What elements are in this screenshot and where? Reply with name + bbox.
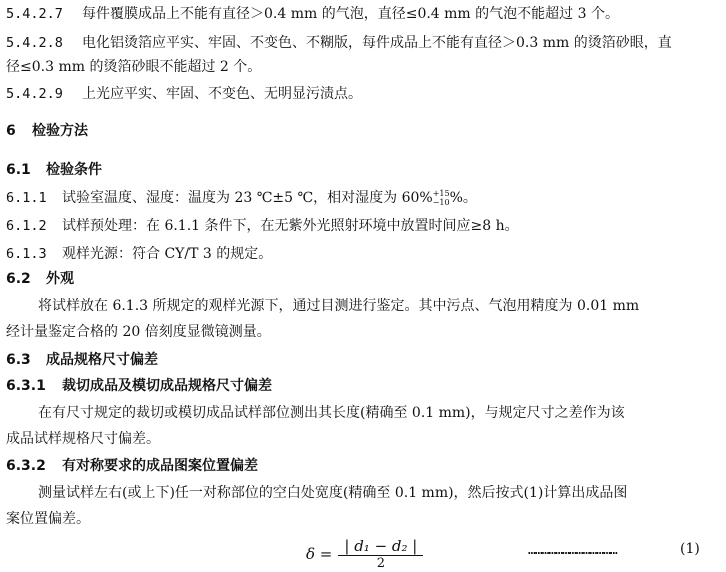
- section-title: 检验方法: [32, 123, 88, 139]
- section-title: 外观: [46, 271, 74, 287]
- paragraph-text: 将试样放在 6.1.3 所规定的观样光源下，通过目测进行鉴定。其中污点、气泡用精度为 0.01 mm: [38, 298, 640, 314]
- tolerance-minus: −10: [432, 198, 450, 207]
- clause-text: 试样预处理：在 6.1.1 条件下，在无紫外光照射环境中放置时间应≥8 h。: [62, 218, 519, 234]
- section-number: 6.3.2: [6, 458, 46, 474]
- clause-number: 5.4.2.7: [6, 6, 63, 22]
- section-title: 成品规格尺寸偏差: [46, 352, 158, 368]
- equation-number: (1): [680, 541, 700, 557]
- clause-number: 6.1.3: [6, 246, 47, 262]
- section-title: 裁切成品及模切成品规格尺寸偏差: [62, 378, 272, 394]
- clause-text: 电化铝烫箔应平实、牢固、不变色、不糊版，每件成品上不能有直径＞0.3 mm 的烫箔砂眼，直: [82, 35, 672, 51]
- section-number: 6.3: [6, 352, 31, 368]
- clause-text: 观样光源：符合 CY/T 3 的规定。: [62, 246, 273, 262]
- section-number: 6: [6, 123, 16, 139]
- humidity-tolerance: [433, 189, 450, 207]
- clause-number: 5.4.2.9: [6, 86, 63, 102]
- section-number: 6.3.1: [6, 378, 46, 394]
- clause-text-continued: 径≤0.3 mm 的烫箔砂眼不能超过 2 个。: [6, 59, 262, 75]
- formula-lhs: δ =: [306, 545, 333, 563]
- tolerance-plus: +15: [432, 189, 450, 198]
- clause-number: 6.1.2: [6, 218, 47, 234]
- section-title: 检验条件: [46, 162, 102, 178]
- clause-text-tail: %。: [449, 190, 477, 206]
- paragraph-text-continued: 成品试样规格尺寸偏差。: [6, 431, 160, 447]
- clause-text: [62, 188, 477, 208]
- formula-1: [306, 537, 423, 571]
- formula-numerator: | d₁ − d₂ |: [338, 537, 423, 556]
- formula-fraction: [338, 537, 423, 571]
- paragraph-text: 测量试样左右(或上下)任一对称部位的空白处宽度(精确至 0.1 mm)，然后按式(1)计算出成品图: [38, 485, 628, 501]
- clause-text-main: 试验室温度、湿度：温度为 23 ℃±5 ℃，相对湿度为 60%: [62, 190, 433, 206]
- paragraph-text-continued: 案位置偏差。: [6, 511, 90, 527]
- clause-number: 5.4.2.8: [6, 35, 63, 51]
- paragraph-text: 在有尺寸规定的裁切或模切成品试样部位测出其长度(精确至 0.1 mm)，与规定尺寸之差作为该: [38, 405, 625, 421]
- clause-text: 每件覆膜成品上不能有直径＞0.4 mm 的气泡，直径≤0.4 mm 的气泡不能超过 3 个。: [82, 6, 619, 22]
- paragraph-text-continued: 经计量鉴定合格的 20 倍刻度显微镜测量。: [6, 324, 271, 340]
- clause-number: 6.1.1: [6, 190, 47, 206]
- section-number: 6.2: [6, 271, 31, 287]
- section-number: 6.1: [6, 162, 31, 178]
- clause-text: 上光应平实、牢固、不变色、无明显污渍点。: [82, 86, 362, 102]
- formula-leader-dots: …………………………………: [528, 543, 617, 558]
- section-title: 有对称要求的成品图案位置偏差: [62, 458, 258, 474]
- formula-denominator: 2: [376, 556, 385, 571]
